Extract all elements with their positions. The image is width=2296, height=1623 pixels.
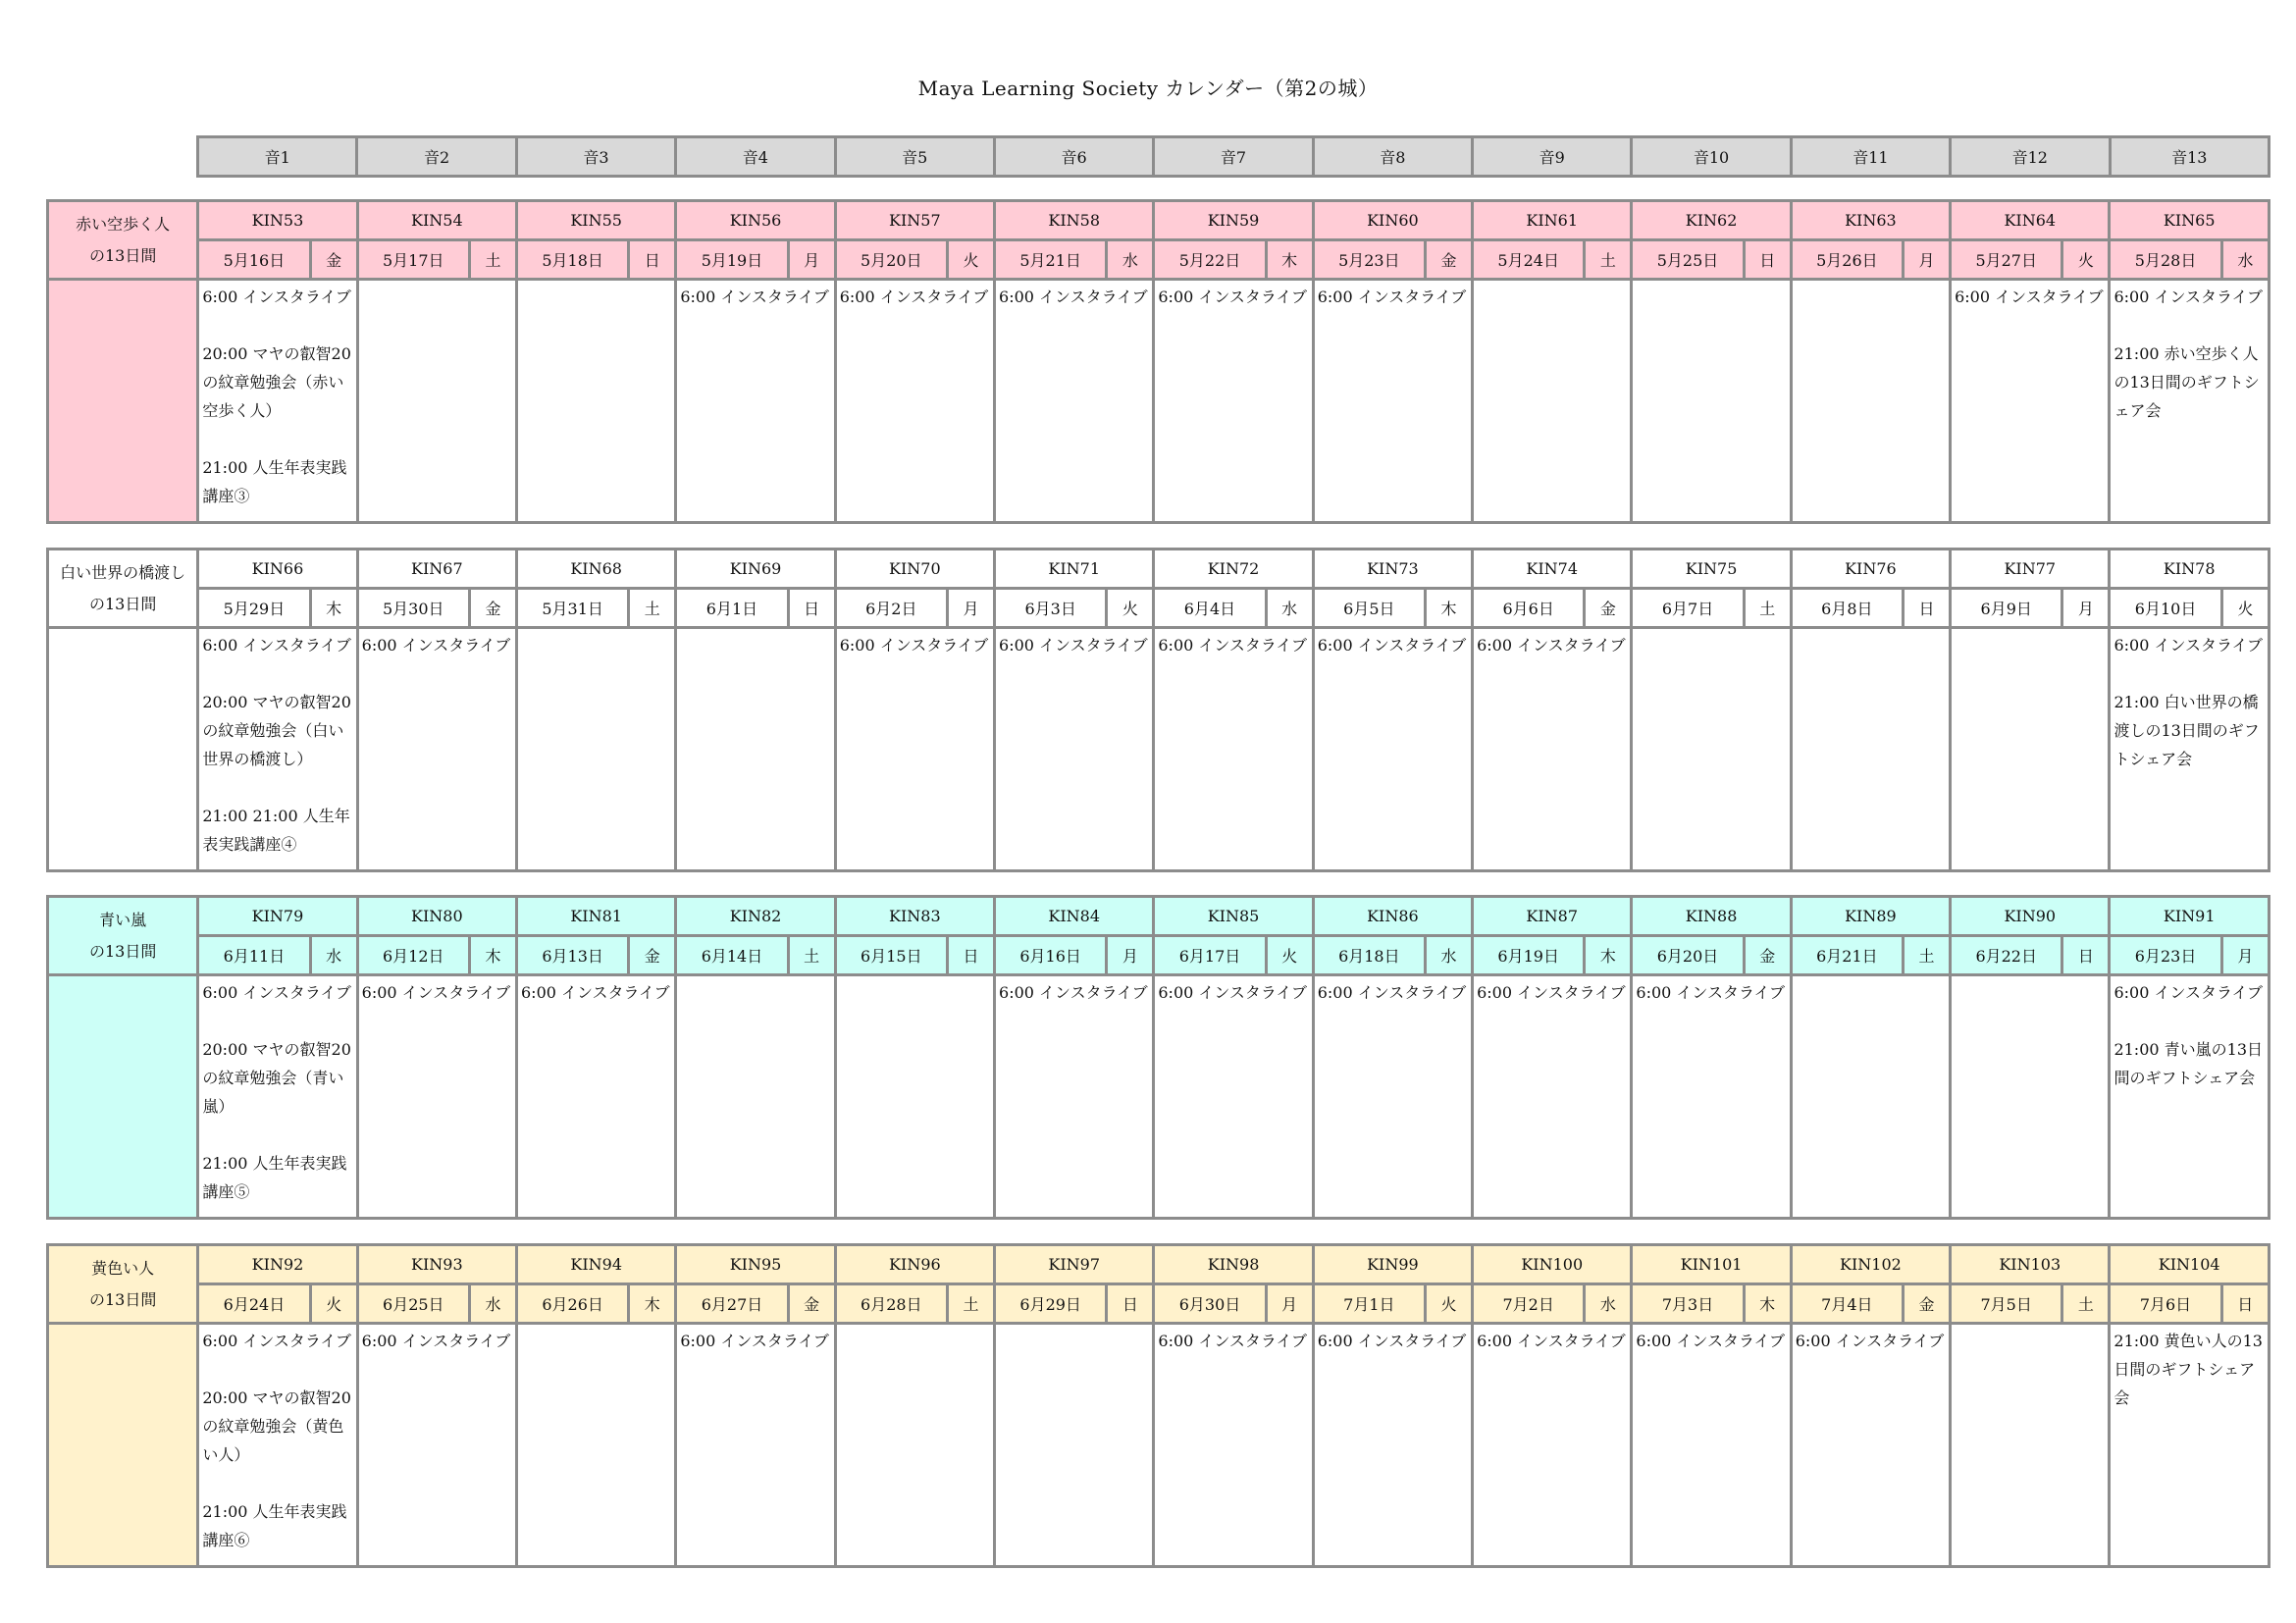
event-cell: 6:00 インスタライブ [1313,628,1472,871]
date-cell: 5月29日 [198,589,310,628]
event-cell: 6:00 インスタライブ [1632,1324,1791,1567]
weekday-cell: 日 [1107,1284,1154,1324]
date-cell: 6月13日 [517,936,629,975]
weekday-cell: 木 [469,936,516,975]
kin-cell: KIN60 [1313,201,1472,240]
event-cell [676,628,835,871]
date-cell: 7月2日 [1473,1284,1585,1324]
kin-cell: KIN76 [1791,550,1950,589]
tone-header-cell: 音8 [1313,137,1472,177]
event-cell: 6:00 インスタライブ [835,628,994,871]
event-cell: 6:00 インスタライブ [1154,280,1313,523]
weekday-cell: 月 [2221,936,2269,975]
kin-cell: KIN74 [1473,550,1632,589]
event-cell: 6:00 インスタライブ [357,1324,516,1567]
weekday-cell: 月 [788,240,835,280]
tone-header-cell: 音3 [516,137,675,177]
kin-cell: KIN62 [1632,201,1791,240]
weekday-cell: 水 [1585,1284,1632,1324]
date-cell: 5月19日 [676,240,788,280]
weekday-cell: 土 [469,240,516,280]
kin-cell: KIN70 [835,550,994,589]
event-cell: 6:00 インスタライブ 21:00 赤い空歩く人の13日間のギフトシェア会 [2110,280,2270,523]
event-cell [517,628,676,871]
kin-cell: KIN79 [198,897,357,936]
kin-cell: KIN66 [198,550,357,589]
date-cell: 5月23日 [1313,240,1425,280]
weekday-cell: 火 [1266,936,1313,975]
tone-header-cell: 音7 [1154,137,1313,177]
kin-cell: KIN82 [676,897,835,936]
event-cell [1632,280,1791,523]
event-cell: 6:00 インスタライブ [517,975,676,1219]
event-cell: 6:00 インスタライブ [676,1324,835,1567]
event-cell: 6:00 インスタライブ [1632,975,1791,1219]
date-cell: 5月16日 [198,240,310,280]
date-cell: 5月30日 [357,589,469,628]
event-cell: 6:00 インスタライブ [357,628,516,871]
weekday-cell: 月 [2062,589,2110,628]
date-cell: 6月16日 [995,936,1107,975]
weekday-cell: 火 [2062,240,2110,280]
date-cell: 6月8日 [1791,589,1903,628]
date-cell: 5月17日 [357,240,469,280]
event-cell [1951,1324,2110,1567]
weekday-cell: 土 [947,1284,994,1324]
kin-cell: KIN53 [198,201,357,240]
weekday-cell: 木 [1744,1284,1791,1324]
wavespell-name: 赤い空歩く人 の13日間 [48,201,198,280]
kin-cell: KIN69 [676,550,835,589]
event-cell: 6:00 インスタライブ [1313,1324,1472,1567]
event-cell: 6:00 インスタライブ [676,280,835,523]
kin-cell: KIN77 [1951,550,2110,589]
kin-cell: KIN86 [1313,897,1472,936]
weekday-cell: 木 [629,1284,676,1324]
date-cell: 6月27日 [676,1284,788,1324]
event-cell: 6:00 インスタライブ [995,628,1154,871]
weekday-cell: 土 [2062,1284,2110,1324]
event-cell [1951,628,2110,871]
wavespell-color-cell [48,628,198,871]
weekday-cell: 日 [788,589,835,628]
weekday-cell: 木 [1585,936,1632,975]
event-cell: 6:00 インスタライブ 20:00 マヤの叡智20の紋章勉強会（黄色い人） 21:00 人生年表実践講座⑥ [198,1324,357,1567]
date-cell: 5月26日 [1791,240,1903,280]
kin-cell: KIN98 [1154,1245,1313,1284]
weekday-cell: 水 [310,936,357,975]
weekday-cell: 水 [1107,240,1154,280]
wavespell-color-cell [48,975,198,1219]
date-cell: 6月21日 [1791,936,1903,975]
date-cell: 6月12日 [357,936,469,975]
date-cell: 6月7日 [1632,589,1744,628]
kin-cell: KIN73 [1313,550,1472,589]
date-cell: 6月28日 [835,1284,947,1324]
kin-cell: KIN57 [835,201,994,240]
weekday-cell: 土 [1585,240,1632,280]
weekday-cell: 月 [947,589,994,628]
event-cell: 6:00 インスタライブ [1473,975,1632,1219]
date-cell: 6月24日 [198,1284,310,1324]
wavespell-block [46,199,2270,524]
kin-cell: KIN67 [357,550,516,589]
date-cell: 6月25日 [357,1284,469,1324]
event-cell [835,975,994,1219]
weekday-cell: 月 [1266,1284,1313,1324]
wavespell-block [46,1243,2270,1568]
date-cell: 5月25日 [1632,240,1744,280]
date-cell: 7月4日 [1791,1284,1903,1324]
kin-cell: KIN93 [357,1245,516,1284]
kin-cell: KIN78 [2110,550,2270,589]
kin-cell: KIN72 [1154,550,1313,589]
tone-header-cell: 音12 [1951,137,2110,177]
date-cell: 5月20日 [835,240,947,280]
kin-cell: KIN68 [517,550,676,589]
kin-cell: KIN97 [995,1245,1154,1284]
event-cell: 6:00 インスタライブ [1313,975,1472,1219]
event-cell [1632,628,1791,871]
tone-header-cell: 音6 [994,137,1153,177]
date-cell: 6月6日 [1473,589,1585,628]
kin-cell: KIN87 [1473,897,1632,936]
date-cell: 5月22日 [1154,240,1266,280]
weekday-cell: 金 [469,589,516,628]
weekday-cell: 金 [1903,1284,1950,1324]
event-cell: 6:00 インスタライブ [995,975,1154,1219]
date-cell: 5月21日 [995,240,1107,280]
kin-cell: KIN64 [1951,201,2110,240]
weekday-cell: 日 [1744,240,1791,280]
date-cell: 5月28日 [2110,240,2221,280]
date-cell: 6月15日 [835,936,947,975]
event-cell: 6:00 インスタライブ [835,280,994,523]
kin-cell: KIN91 [2110,897,2270,936]
date-cell: 6月29日 [995,1284,1107,1324]
wavespell-name: 白い世界の橋渡し の13日間 [48,550,198,628]
event-cell: 6:00 インスタライブ [1951,280,2110,523]
kin-cell: KIN83 [835,897,994,936]
weekday-cell: 水 [469,1284,516,1324]
weekday-cell: 水 [1266,589,1313,628]
page-title: Maya Learning Society カレンダー（第2の城） [917,77,1379,100]
weekday-cell: 金 [1425,240,1472,280]
weekday-cell: 火 [1107,589,1154,628]
wavespell-name: 青い嵐 の13日間 [48,897,198,975]
weekday-cell: 火 [310,1284,357,1324]
kin-cell: KIN101 [1632,1245,1791,1284]
weekday-cell: 木 [1425,589,1472,628]
weekday-cell: 日 [1903,589,1950,628]
date-cell: 6月3日 [995,589,1107,628]
kin-cell: KIN59 [1154,201,1313,240]
kin-cell: KIN99 [1313,1245,1472,1284]
event-cell [357,280,516,523]
kin-cell: KIN81 [517,897,676,936]
kin-cell: KIN54 [357,201,516,240]
weekday-cell: 火 [947,240,994,280]
weekday-cell: 金 [310,240,357,280]
tone-header-row [198,137,2270,177]
kin-cell: KIN94 [517,1245,676,1284]
weekday-cell: 土 [1903,936,1950,975]
date-cell: 5月18日 [517,240,629,280]
wavespell-block [46,548,2270,872]
wavespell-color-cell [48,280,198,523]
wavespell-color-cell [48,1324,198,1567]
weekday-cell: 月 [1107,936,1154,975]
tone-header-cell: 音13 [2110,137,2270,177]
date-cell: 7月5日 [1951,1284,2062,1324]
kin-cell: KIN102 [1791,1245,1950,1284]
date-cell: 6月23日 [2110,936,2221,975]
event-cell: 6:00 インスタライブ [1154,975,1313,1219]
wavespell-name: 黄色い人 の13日間 [48,1245,198,1324]
kin-cell: KIN96 [835,1245,994,1284]
date-cell: 6月14日 [676,936,788,975]
weekday-cell: 土 [788,936,835,975]
weekday-cell: 日 [629,240,676,280]
event-cell: 6:00 インスタライブ 21:00 白い世界の橋渡しの13日間のギフトシェア会 [2110,628,2270,871]
kin-cell: KIN63 [1791,201,1950,240]
weekday-cell: 日 [2221,1284,2269,1324]
date-cell: 6月9日 [1951,589,2062,628]
kin-cell: KIN61 [1473,201,1632,240]
event-cell [1791,280,1950,523]
tone-header-cell: 音4 [676,137,835,177]
kin-cell: KIN95 [676,1245,835,1284]
event-cell: 6:00 インスタライブ [1473,1324,1632,1567]
date-cell: 6月19日 [1473,936,1585,975]
tone-header-cell: 音10 [1632,137,1791,177]
wavespell-block [46,895,2270,1220]
weekday-cell: 金 [629,936,676,975]
kin-cell: KIN55 [517,201,676,240]
weekday-cell: 水 [1425,936,1472,975]
event-cell [517,280,676,523]
event-cell: 6:00 インスタライブ 20:00 マヤの叡智20の紋章勉強会（赤い空歩く人） 21:00 人生年表実践講座③ [198,280,357,523]
kin-cell: KIN103 [1951,1245,2110,1284]
event-cell [1791,628,1950,871]
tone-header-cell: 音9 [1473,137,1632,177]
date-cell: 6月10日 [2110,589,2221,628]
event-cell [835,1324,994,1567]
date-cell: 7月3日 [1632,1284,1744,1324]
date-cell: 6月5日 [1313,589,1425,628]
event-cell: 21:00 黄色い人の13日間のギフトシェア会 [2110,1324,2270,1567]
kin-cell: KIN85 [1154,897,1313,936]
weekday-cell: 木 [310,589,357,628]
date-cell: 6月30日 [1154,1284,1266,1324]
event-cell: 6:00 インスタライブ [1154,1324,1313,1567]
event-cell: 6:00 インスタライブ 21:00 青い嵐の13日間のギフトシェア会 [2110,975,2270,1219]
weekday-cell: 火 [2221,589,2269,628]
event-cell [676,975,835,1219]
date-cell: 7月1日 [1313,1284,1425,1324]
event-cell [995,1324,1154,1567]
date-cell: 5月27日 [1951,240,2062,280]
kin-cell: KIN88 [1632,897,1791,936]
tone-header-cell: 音11 [1791,137,1950,177]
event-cell: 6:00 インスタライブ [1313,280,1472,523]
date-cell: 5月24日 [1473,240,1585,280]
event-cell [1473,280,1632,523]
weekday-cell: 月 [1903,240,1950,280]
event-cell: 6:00 インスタライブ 20:00 マヤの叡智20の紋章勉強会（白い世界の橋渡し） 21:00 21:00 人生年表実践講座④ [198,628,357,871]
date-cell: 7月6日 [2110,1284,2221,1324]
weekday-cell: 土 [629,589,676,628]
kin-cell: KIN56 [676,201,835,240]
date-cell: 6月11日 [198,936,310,975]
date-cell: 6月2日 [835,589,947,628]
weekday-cell: 金 [1744,936,1791,975]
kin-cell: KIN71 [995,550,1154,589]
weekday-cell: 金 [1585,589,1632,628]
weekday-cell: 日 [947,936,994,975]
event-cell: 6:00 インスタライブ 20:00 マヤの叡智20の紋章勉強会（青い嵐） 21:00 人生年表実践講座⑤ [198,975,357,1219]
date-cell: 6月20日 [1632,936,1744,975]
tone-header-table [196,135,2270,178]
weekday-cell: 日 [2062,936,2110,975]
event-cell: 6:00 インスタライブ [995,280,1154,523]
event-cell: 6:00 インスタライブ [1473,628,1632,871]
tone-header-cell: 音5 [835,137,994,177]
tone-header-cell: 音1 [198,137,357,177]
kin-cell: KIN58 [995,201,1154,240]
kin-cell: KIN90 [1951,897,2110,936]
weekday-cell: 火 [1425,1284,1472,1324]
weekday-cell: 木 [1266,240,1313,280]
event-cell: 6:00 インスタライブ [1791,1324,1950,1567]
kin-cell: KIN80 [357,897,516,936]
weekday-cell: 金 [788,1284,835,1324]
weekday-cell: 土 [1744,589,1791,628]
kin-cell: KIN84 [995,897,1154,936]
kin-cell: KIN104 [2110,1245,2270,1284]
event-cell: 6:00 インスタライブ [1154,628,1313,871]
weekday-cell: 水 [2221,240,2269,280]
event-cell [1951,975,2110,1219]
kin-cell: KIN89 [1791,897,1950,936]
kin-cell: KIN65 [2110,201,2270,240]
date-cell: 6月17日 [1154,936,1266,975]
kin-cell: KIN100 [1473,1245,1632,1284]
event-cell: 6:00 インスタライブ [357,975,516,1219]
kin-cell: KIN92 [198,1245,357,1284]
date-cell: 6月18日 [1313,936,1425,975]
kin-cell: KIN75 [1632,550,1791,589]
date-cell: 6月26日 [517,1284,629,1324]
date-cell: 6月4日 [1154,589,1266,628]
date-cell: 6月22日 [1951,936,2062,975]
event-cell [1791,975,1950,1219]
date-cell: 5月31日 [517,589,629,628]
event-cell [517,1324,676,1567]
date-cell: 6月1日 [676,589,788,628]
tone-header-cell: 音2 [357,137,516,177]
